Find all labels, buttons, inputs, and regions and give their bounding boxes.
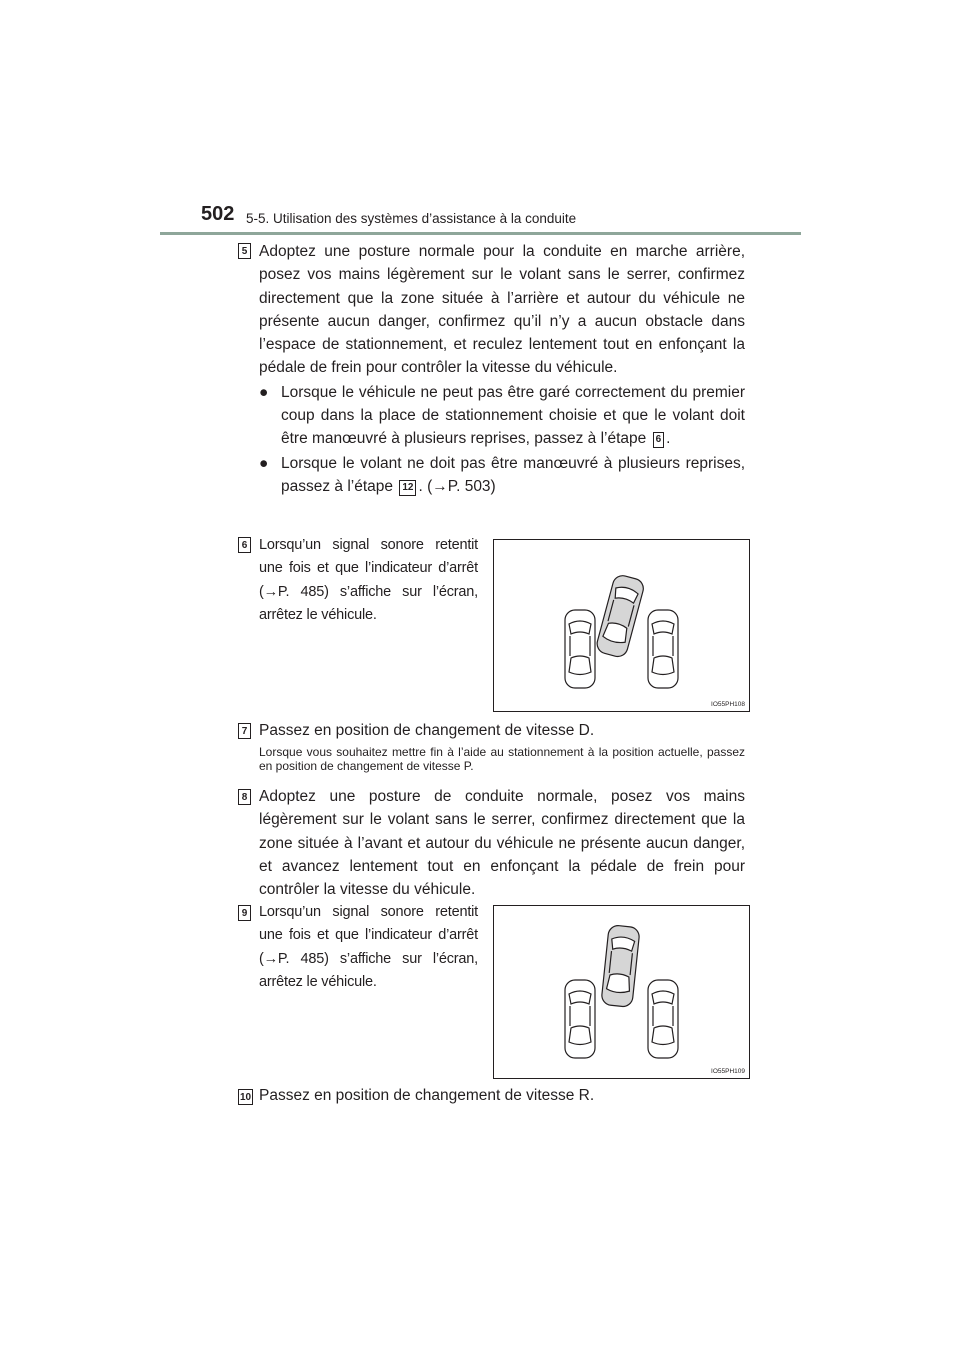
bullet-2-text: Lorsque le volant ne doit pas être manœuvré à plusieurs reprises, passez à l’étape [281, 454, 745, 495]
parking-cars-diagram [494, 906, 749, 1078]
bullet-2-tail: . (→P. 503) [418, 477, 496, 495]
maneuvering-car [595, 573, 646, 658]
step-5-text: Adoptez une posture normale pour la conduite en marche arrière, posez vos mains légèrement sur le volant sans le serrer, confirmez directement que la zone située à l’arrière et autour du véhicule ne présente aucun danger, confirmez qu’il n’y a aucun obstacle dans l’espace de stationnement, et reculez lentement tout en enfonçant la pédale de frein pour contrôler la vitesse du véhicule. [259, 243, 745, 377]
parking-illustration-2 [493, 905, 750, 1079]
parked-car-left [565, 980, 595, 1058]
step-10-text: Passez en position de changement de vitesse R. [259, 1087, 595, 1104]
step-5-bullet-2 [259, 452, 745, 499]
parking-cars-diagram [494, 540, 749, 711]
bullet-1-text: Lorsque le véhicule ne peut pas être garé correctement du premier coup dans la place de stationnement choisie et que le volant doit être manœuvré à plusieurs reprises, passez à l’étape [281, 383, 745, 448]
parked-car-left [565, 610, 595, 688]
step-7-text: Passez en position de changement de vitesse D. [259, 722, 595, 739]
step-5-body [259, 240, 745, 498]
step-5-badge: 5 [238, 243, 251, 259]
bullet-icon: ● [259, 383, 269, 401]
maneuvering-car [601, 925, 640, 1008]
page-number: 502 [201, 203, 235, 225]
step-10-badge: 10 [238, 1089, 253, 1105]
step-ref-6: 6 [653, 432, 665, 448]
step-8-badge: 8 [238, 789, 251, 805]
step-ref-12: 12 [399, 480, 416, 496]
step-9-badge: 9 [238, 905, 251, 921]
bullet-icon: ● [259, 454, 269, 472]
step-7-note: Lorsque vous souhaitez mettre fin à l’aide au stationnement à la position actuelle, passez en position de changement de vitesse P. [259, 745, 745, 773]
step-6-text: Lorsqu’un signal sonore retentit une fois et que l’indicateur d’arrêt (→P. 485) s’affiche sur l’écran, arrêtez le véhicule. [259, 537, 478, 623]
parked-car-right [648, 980, 678, 1058]
step-7-badge: 7 [238, 723, 251, 739]
step-9-text: Lorsqu’un signal sonore retentit une fois et que l’indicateur d’arrêt (→P. 485) s’affiche sur l’écran, arrêtez le véhicule. [259, 904, 478, 990]
step-5-bullet-1 [259, 381, 745, 451]
parking-illustration-1 [493, 539, 750, 712]
figure-code: IO55PH109 [711, 1068, 745, 1075]
step-6-badge: 6 [238, 537, 251, 553]
step-8-text: Adoptez une posture de conduite normale, posez vos mains légèrement sur le volant sans le serrer, confirmez directement que la zone située à l’avant et autour du véhicule ne présente aucun danger, et avancez lentement tout en enfonçant la pédale de frein pour contrôler la vitesse du véhicule. [259, 788, 745, 899]
section-title: 5-5. Utilisation des systèmes d’assistance à la conduite [246, 211, 577, 226]
bullet-1-tail: . [666, 430, 671, 448]
figure-code: IO55PH108 [711, 701, 745, 708]
parked-car-right [648, 610, 678, 688]
header-divider [160, 232, 801, 235]
